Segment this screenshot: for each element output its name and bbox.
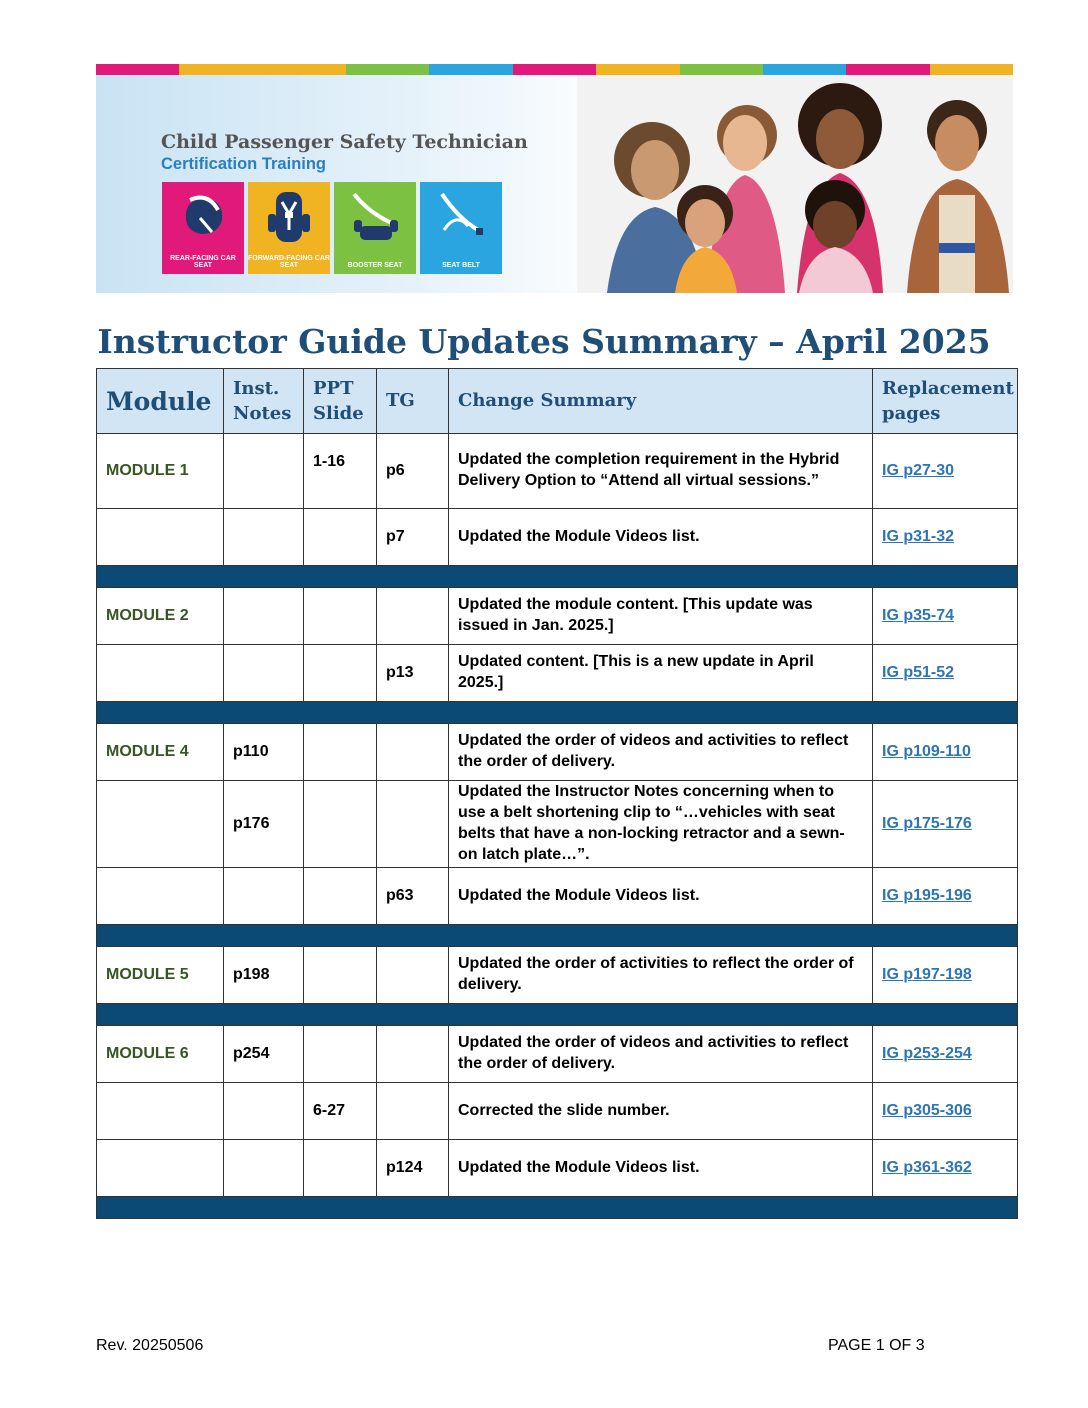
ppt-slide-cell [304, 645, 377, 702]
tg-cell: p124 [377, 1140, 449, 1197]
header-line: Replacement [882, 377, 1014, 399]
tile-label: REAR-FACING CAR SEAT [170, 254, 236, 270]
separator-bar [97, 1004, 1018, 1026]
replacement-pages-cell [873, 434, 1018, 509]
table-row [97, 434, 1018, 509]
replacement-pages-cell [873, 724, 1018, 781]
change-summary-cell: Updated the module content. [This update was issued in Jan. 2025.] [449, 588, 873, 645]
table-row [97, 868, 1018, 925]
replacement-pages-cell [873, 1083, 1018, 1140]
stripe [763, 64, 846, 75]
ppt-slide-cell: 6-27 [304, 1083, 377, 1140]
tg-cell [377, 781, 449, 868]
replacement-pages-link[interactable]: IG p195-196 [882, 886, 972, 904]
change-summary-cell: Updated the order of activities to reflect the order of delivery. [449, 947, 873, 1004]
stripe [680, 64, 763, 75]
table-row [97, 645, 1018, 702]
header-replacement-pages [873, 369, 1018, 434]
inst-notes-cell: p176 [224, 781, 304, 868]
change-summary-cell: Updated the Module Videos list. [449, 868, 873, 925]
header-line: Notes [233, 403, 292, 424]
stripe [513, 64, 596, 75]
change-summary-cell: Updated the completion requirement in the Hybrid Delivery Option to “Attend all virtual sessions.” [449, 434, 873, 509]
ppt-slide-cell [304, 724, 377, 781]
module-cell [97, 509, 224, 566]
table-row [97, 1083, 1018, 1140]
module-cell [97, 1140, 224, 1197]
change-summary-cell: Updated the Instructor Notes concerning when to use a belt shortening clip to “…vehicles with seat belts that have a non-locking retractor and a sewn-on latch plate…”. [449, 781, 873, 868]
table-row [97, 509, 1018, 566]
replacement-pages-cell [873, 1140, 1018, 1197]
table-row [97, 724, 1018, 781]
header-line: Inst. [233, 377, 280, 399]
replacement-pages-cell [873, 645, 1018, 702]
children-photo [577, 75, 1013, 293]
header-tg: TG [377, 369, 449, 434]
tile-label: SEAT BELT [442, 262, 480, 270]
change-summary-cell: Updated content. [This is a new update in April 2025.] [449, 645, 873, 702]
replacement-pages-cell [873, 947, 1018, 1004]
tg-cell [377, 1026, 449, 1083]
replacement-pages-link[interactable]: IG p27-30 [882, 461, 955, 479]
updates-table [96, 368, 1018, 1219]
module-cell: MODULE 2 [97, 588, 224, 645]
stripe [429, 64, 512, 75]
tile-rear-facing [162, 182, 244, 274]
module-cell [97, 645, 224, 702]
header-module: Module [97, 369, 224, 434]
page-number: PAGE 1 OF 3 [828, 1337, 925, 1354]
replacement-pages-link[interactable]: IG p305-306 [882, 1101, 972, 1119]
separator-bar [97, 925, 1018, 947]
ppt-slide-cell [304, 509, 377, 566]
inst-notes-cell [224, 509, 304, 566]
inst-notes-cell [224, 868, 304, 925]
separator-bar [97, 1197, 1018, 1219]
tg-cell [377, 947, 449, 1004]
rear-facing-seat-icon [178, 190, 228, 242]
replacement-pages-link[interactable]: IG p253-254 [882, 1044, 972, 1062]
stripe [346, 64, 429, 75]
ppt-slide-cell [304, 1026, 377, 1083]
replacement-pages-link[interactable]: IG p51-52 [882, 663, 955, 681]
banner-title: Child Passenger Safety Technician [161, 131, 528, 153]
seat-belt-icon [436, 190, 486, 242]
inst-notes-cell: p254 [224, 1026, 304, 1083]
replacement-pages-cell [873, 781, 1018, 868]
table-header-row [97, 369, 1018, 434]
change-summary-cell: Updated the Module Videos list. [449, 509, 873, 566]
table-row [97, 1026, 1018, 1083]
stripe [96, 64, 179, 75]
ppt-slide-cell [304, 588, 377, 645]
separator-row [97, 566, 1018, 588]
tile-forward-facing [248, 182, 330, 274]
inst-notes-cell [224, 1140, 304, 1197]
page-title: Instructor Guide Updates Summary – April 2025 [97, 322, 991, 361]
tg-cell: p63 [377, 868, 449, 925]
replacement-pages-cell [873, 1026, 1018, 1083]
tile-booster [334, 182, 416, 274]
replacement-pages-link[interactable]: IG p361-362 [882, 1158, 972, 1176]
booster-seat-icon [350, 190, 400, 242]
replacement-pages-link[interactable]: IG p175-176 [882, 814, 972, 832]
inst-notes-cell [224, 434, 304, 509]
change-summary-cell: Updated the order of videos and activities to reflect the order of delivery. [449, 1026, 873, 1083]
stripe [263, 64, 346, 75]
stripe [596, 64, 679, 75]
replacement-pages-link[interactable]: IG p197-198 [882, 965, 972, 983]
module-cell [97, 1083, 224, 1140]
tile-label: BOOSTER SEAT [347, 262, 403, 270]
tg-cell: p7 [377, 509, 449, 566]
header-line: pages [882, 403, 941, 424]
module-cell: MODULE 1 [97, 434, 224, 509]
change-summary-cell: Updated the order of videos and activities to reflect the order of delivery. [449, 724, 873, 781]
tile-label: FORWARD-FACING CAR SEAT [248, 254, 330, 270]
change-summary-cell: Updated the Module Videos list. [449, 1140, 873, 1197]
replacement-pages-link[interactable]: IG p35-74 [882, 606, 955, 624]
seat-type-tiles [162, 182, 502, 274]
tg-cell [377, 724, 449, 781]
table-row [97, 1140, 1018, 1197]
header-inst-notes [224, 369, 304, 434]
separator-row [97, 1004, 1018, 1026]
replacement-pages-cell [873, 588, 1018, 645]
header-line: Slide [313, 403, 364, 424]
stripe [930, 64, 1013, 75]
ppt-slide-cell [304, 947, 377, 1004]
tg-cell: p13 [377, 645, 449, 702]
ppt-slide-cell [304, 1140, 377, 1197]
ppt-slide-cell [304, 868, 377, 925]
change-summary-cell: Corrected the slide number. [449, 1083, 873, 1140]
forward-facing-seat-icon [264, 190, 314, 246]
header-change-summary: Change Summary [449, 369, 873, 434]
inst-notes-cell [224, 1083, 304, 1140]
tg-cell [377, 588, 449, 645]
separator-bar [97, 566, 1018, 588]
tile-seat-belt [420, 182, 502, 274]
module-cell: MODULE 5 [97, 947, 224, 1004]
separator-bar [97, 702, 1018, 724]
header-line: PPT [313, 377, 354, 399]
stripe [846, 64, 929, 75]
replacement-pages-link[interactable]: IG p109-110 [882, 742, 971, 760]
stripe [179, 64, 262, 75]
table-row [97, 947, 1018, 1004]
banner-subtitle: Certification Training [161, 155, 327, 173]
separator-row [97, 702, 1018, 724]
inst-notes-cell [224, 645, 304, 702]
module-cell [97, 781, 224, 868]
module-cell: MODULE 6 [97, 1026, 224, 1083]
tg-cell: p6 [377, 434, 449, 509]
replacement-pages-cell [873, 509, 1018, 566]
inst-notes-cell: p110 [224, 724, 304, 781]
header-ppt-slide [304, 369, 377, 434]
ppt-slide-cell [304, 781, 377, 868]
color-stripe-bar [96, 64, 1013, 75]
replacement-pages-link[interactable]: IG p31-32 [882, 527, 955, 545]
inst-notes-cell: p198 [224, 947, 304, 1004]
separator-row [97, 925, 1018, 947]
table-row [97, 781, 1018, 868]
replacement-pages-cell [873, 868, 1018, 925]
inst-notes-cell [224, 588, 304, 645]
header-banner [96, 75, 1013, 293]
module-cell: MODULE 4 [97, 724, 224, 781]
table-row [97, 588, 1018, 645]
module-cell [97, 868, 224, 925]
revision-label: Rev. 20250506 [96, 1337, 204, 1354]
ppt-slide-cell: 1-16 [304, 434, 377, 509]
tg-cell [377, 1083, 449, 1140]
separator-row [97, 1197, 1018, 1219]
